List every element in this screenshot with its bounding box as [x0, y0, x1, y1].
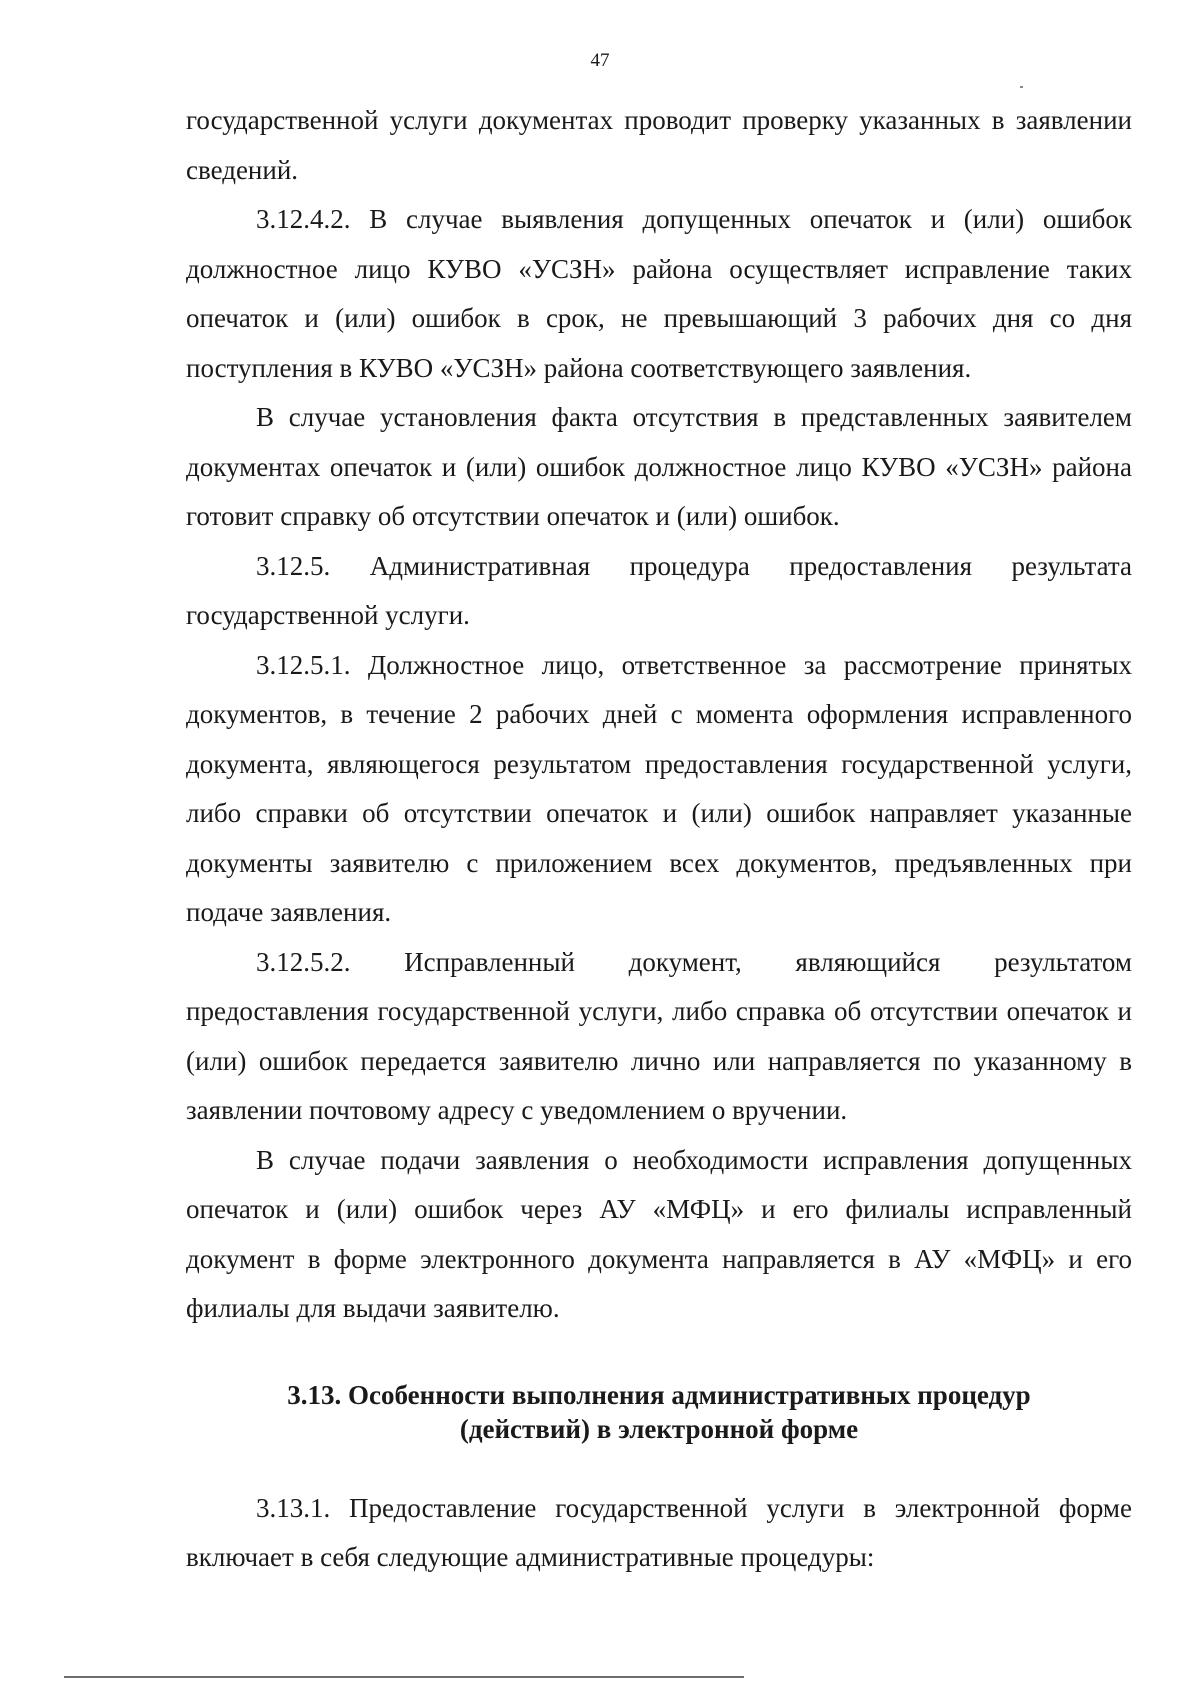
- paragraph-3-12-5-2: 3.12.5.2. Исправленный документ, являющийся результатом предоставления государственной услуги, либо справка об отсутствии опечаток и (или) ошибок передается заявителю лично или направляется по указанному в заявлении почтовому адресу с уведомлением о вручении.: [186, 946, 1132, 1125]
- scan-speck: [1020, 86, 1023, 88]
- paragraph-mfc-case: В случае подачи заявления о необходимости исправления допущенных опечаток и (или) ошибок через АУ «МФЦ» и его филиалы исправленный документ в форме электронного документа направляется в АУ «МФЦ» и его филиалы для выдачи заявителю.: [186, 1144, 1132, 1323]
- page-number: 47: [590, 50, 610, 71]
- paragraph-3-12-4-2: 3.12.4.2. В случае выявления допущенных опечаток и (или) ошибок должностное лицо КУВО «УСЗН» района осуществляет исправление таких опечаток и (или) ошибок в срок, не превышающий 3 рабочих дня со дня поступления в КУВО «УСЗН» района соответствующего заявления.: [186, 204, 1132, 383]
- section-heading-3-13: 3.13. Особенности выполнения административных процедур (действий) в электронной форме: [287, 1379, 1031, 1444]
- bottom-rule: [64, 1676, 744, 1678]
- paragraph-3-12-5: 3.12.5. Административная процедура предоставления результата государственной услуги.: [186, 550, 1132, 630]
- document-body: [186, 96, 1132, 1583]
- paragraph-3-13-1: 3.13.1. Предоставление государственной услуги в электронной форме включает в себя следующие административные процедуры:: [186, 1492, 1132, 1572]
- paragraph-no-errors-case: В случае установления факта отсутствия в представленных заявителем документах опечаток и (или) ошибок должностное лицо КУВО «УСЗН» района готовит справку об отсутствии опечаток и (или) ошибок.: [186, 402, 1132, 531]
- paragraph-3-12-5-1: 3.12.5.1. Должностное лицо, ответственное за рассмотрение принятых документов, в течение 2 рабочих дней с момента оформления исправленного документа, являющегося результатом предоставления государственной услуги, либо справки об отсутствии опечаток и (или) ошибок направляет указанные документы заявителю с приложением всех документов, предъявленных при подаче заявления.: [186, 649, 1132, 927]
- paragraph-continuation: государственной услуги документах проводит проверку указанных в заявлении сведений.: [186, 105, 1132, 185]
